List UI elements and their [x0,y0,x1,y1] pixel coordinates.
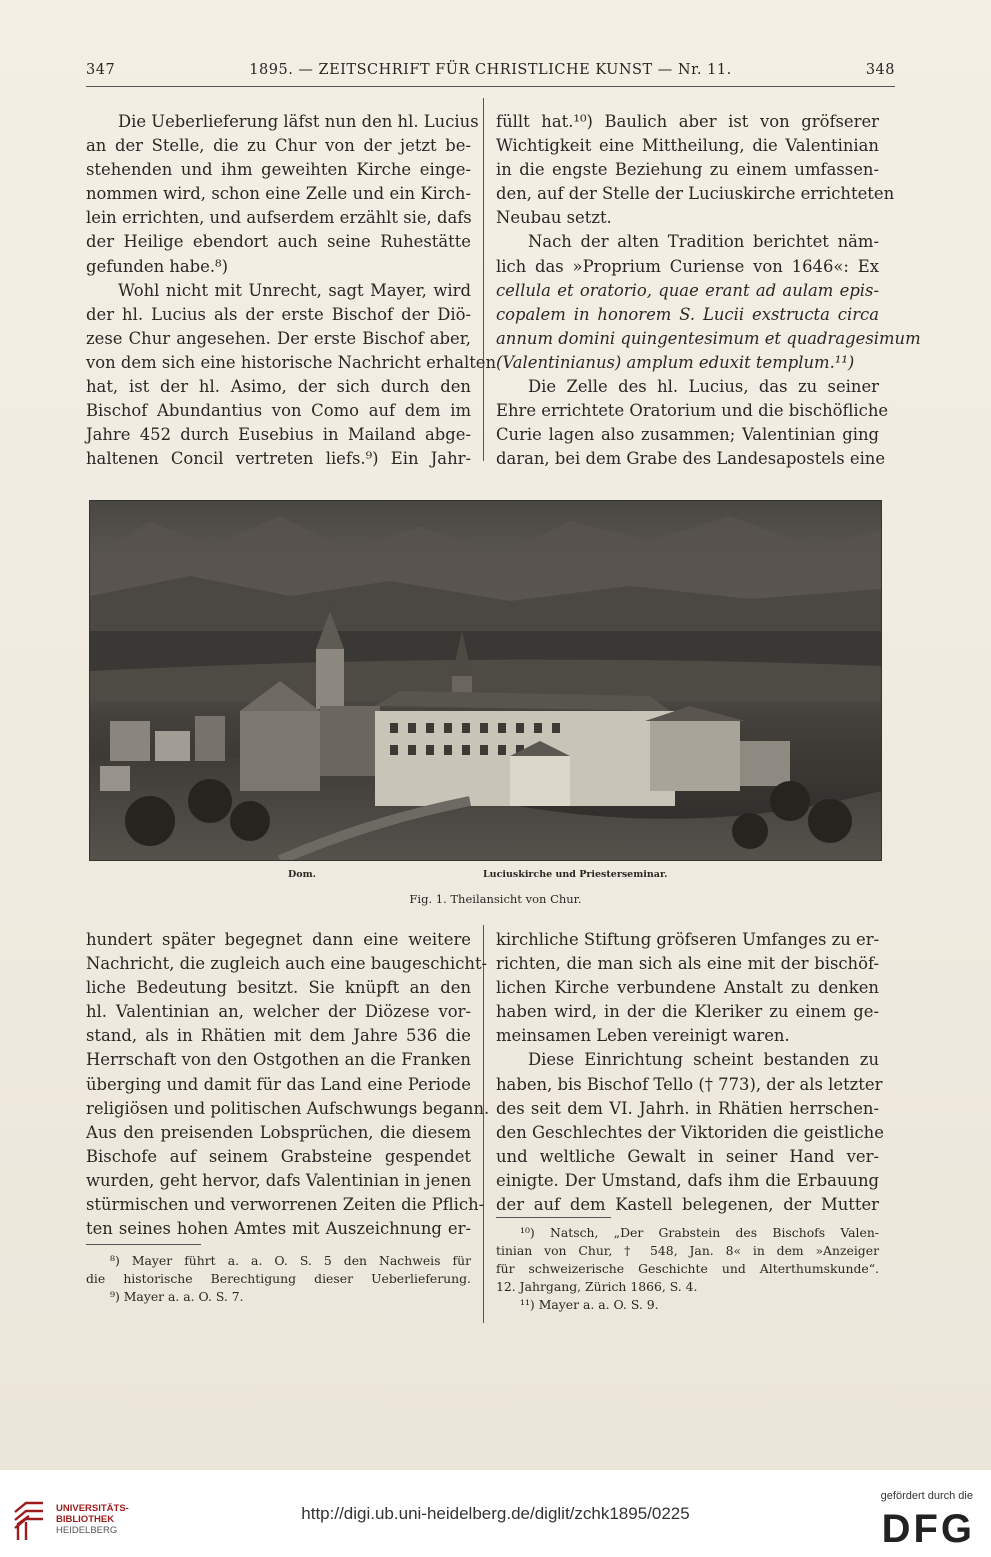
footnote-line: tinian von Chur, † 548, Jan. 8« in dem »Anzeiger [496,1243,879,1258]
text-line: Aus den preisenden Lobsprüchen, die diesem [86,1122,471,1142]
page-number-left: 347 [86,62,116,78]
figure-label-dom: Dom. [288,869,316,880]
text-line: Jahre 452 durch Eusebius in Mailand abge- [86,425,471,445]
footnotes-left [86,1252,471,1306]
text-line: gefunden habe.⁸) [86,256,229,276]
text-line: haben, bis Bischof Tello († 773), der als letzter [496,1074,883,1094]
text-line: richten, die man sich als eine mit der bischöf- [496,954,879,974]
text-line: der Heilige ebendort auch seine Ruhestätte [86,232,471,252]
dfg-logo: DFG [881,1507,975,1551]
photograph-illustration [90,501,881,860]
text-line: meinsamen Leben vereinigt waren. [496,1026,790,1046]
column-right-bottom [496,928,884,1217]
text-line: lichen Kirche verbundene Anstalt zu denken [496,978,879,998]
text-line: von dem sich eine historische Nachricht erhalten [86,352,497,372]
text-line: hat, ist der hl. Asimo, der sich durch den [86,377,471,397]
text-line: überging und damit für das Land eine Periode [86,1074,471,1094]
text-line: hl. Valentinian an, welcher der Diözese vor- [86,1002,471,1022]
column-right-top [496,110,921,471]
latin-quote-line: copalem in honorem S. Lucii exstructa circa [496,304,879,324]
text-line: kirchliche Stiftung gröfseren Umfanges zu er- [496,930,880,949]
text-line: Wohl nicht mit Unrecht, sagt Mayer, wird [118,280,471,300]
text-line: ten seines hohen Amtes mit Auszeichnung er- [86,1219,471,1239]
digitization-footer [0,1470,991,1557]
figure-label-luciuskirche: Luciuskirche und Priesterseminar. [483,869,668,880]
header-rule [86,86,895,87]
footnote-line: für schweizerische Geschichte und Alterthumskunde“. [496,1261,879,1276]
photograph-view-of-chur [89,500,882,861]
library-name-line: UNIVERSITÄTS- [56,1503,129,1514]
text-line: Bischof Abundantius von Como auf dem im [86,401,471,421]
text-line: den Geschlechtes der Viktoriden die geistliche [496,1122,884,1142]
journal-title: 1895. — ZEITSCHRIFT FÜR CHRISTLICHE KUNST — Nr. 11. [249,62,732,78]
text-line: der auf dem Kastell belegenen, der Mutter [496,1195,879,1215]
text-line: Nach der alten Tradition berichtet näm- [528,232,879,252]
text-line: Ehre errichtete Oratorium und die bischöfliche [496,401,889,421]
text-line: Diese Einrichtung scheint bestanden zu [528,1050,879,1070]
text-line: einigte. Der Umstand, dafs ihm die Erbauung [496,1170,879,1190]
text-line: den, auf der Stelle der Luciuskirche errichteten [496,184,895,204]
text-line: hundert später begegnet dann eine weitere [86,930,471,949]
library-name-line: BIBLIOTHEK [56,1514,115,1525]
text-line: der hl. Lucius als der erste Bischof der Diö- [86,304,471,324]
footnote-line: ⁹) Mayer a. a. O. S. 7. [110,1289,244,1304]
footnotes-right [496,1224,879,1314]
column-divider-top [483,98,484,461]
text-line: haltenen Concil vertreten liefs.⁹) Ein Jahr- [86,449,471,469]
funding-note: gefördert durch die [880,1490,973,1502]
column-left-bottom [86,928,490,1241]
text-line: Wichtigkeit eine Mittheilung, die Valentinian [496,136,879,156]
footnote-line: ¹¹) Mayer a. a. O. S. 9. [520,1297,659,1312]
latin-quote-line: annum domini quingentesimum et quadragesimum [496,328,921,348]
text-line: Die Zelle des hl. Lucius, das zu seiner [528,377,879,397]
footnote-rule-left [86,1244,201,1245]
text-line: haben wird, in der die Kleriker zu einem ge- [496,1002,879,1022]
text-line: lein errichten, und aufserdem erzählt sie, dafs [86,208,472,228]
latin-quote-line: cellula et oratorio, quae erant ad aulam epis- [496,280,879,300]
text-line: stehenden und ihm geweihten Kirche einge- [86,160,471,180]
text-line: und weltliche Gewalt in seiner Hand ver- [496,1146,879,1166]
text-line: liche Bedeutung besitzt. Sie knüpft an den [86,978,471,998]
footnote-line: 12. Jahrgang, Zürich 1866, S. 4. [496,1279,698,1294]
text-line: lich das »Proprium Curiense von 1646«: Ex [496,256,879,276]
text-line: Bischofe auf seinem Grabsteine gespendet [86,1146,471,1166]
text-line: Die Ueberlieferung läfst nun den hl. Lucius [118,112,479,131]
text-line: an der Stelle, die zu Chur von der jetzt be- [86,136,471,156]
text-line: füllt hat.¹⁰) Baulich aber ist von gröfserer [496,112,879,131]
column-divider-bottom [483,925,484,1323]
running-header [86,62,895,84]
text-line: stand, als in Rhätien mit dem Jahre 536 die [86,1026,471,1046]
text-line: stürmischen und verworrenen Zeiten die Pflich- [86,1195,485,1215]
text-line: religiösen und politischen Aufschwungs begann. [86,1098,490,1118]
text-line: Neubau setzt. [496,208,612,228]
footnote-line: die historische Berechtigung dieser Ueberlieferung. [86,1271,471,1286]
text-line: nommen wird, schon eine Zelle und ein Kirch- [86,184,471,204]
footnote-line: ¹⁰) Natsch, „Der Grabstein des Bischofs Valen- [520,1225,879,1240]
text-line: zese Chur angesehen. Der erste Bischof aber, [86,328,471,348]
page-number-right: 348 [865,62,895,78]
footnote-line: ⁸) Mayer führt a. a. O. S. 5 den Nachweis für [110,1253,471,1268]
column-left-top [86,110,497,471]
text-line: wurden, geht hervor, dafs Valentinian in jenen [86,1170,472,1190]
latin-quote-line: (Valentinianus) amplum eduxit templum.¹¹) [496,352,855,372]
text-line: daran, bei dem Grabe des Landesapostels eine [496,449,886,469]
library-city: HEIDELBERG [56,1525,118,1536]
text-line: Herrschaft von den Ostgothen an die Franken [86,1050,471,1070]
text-line: Nachricht, die zugleich auch eine baugeschicht- [86,954,488,974]
footnote-rule-right [496,1217,611,1218]
permalink-url[interactable]: http://digi.ub.uni-heidelberg.de/diglit/zchk1895/0225 [301,1504,690,1523]
text-line: Curie lagen also zusammen; Valentinian ging [496,425,879,445]
figure-caption: Fig. 1. Theilansicht von Chur. [409,892,582,906]
text-line: des seit dem VI. Jahrh. in Rhätien herrschen- [496,1098,879,1118]
text-line: in die engste Beziehung zu einem umfassen- [496,160,879,180]
